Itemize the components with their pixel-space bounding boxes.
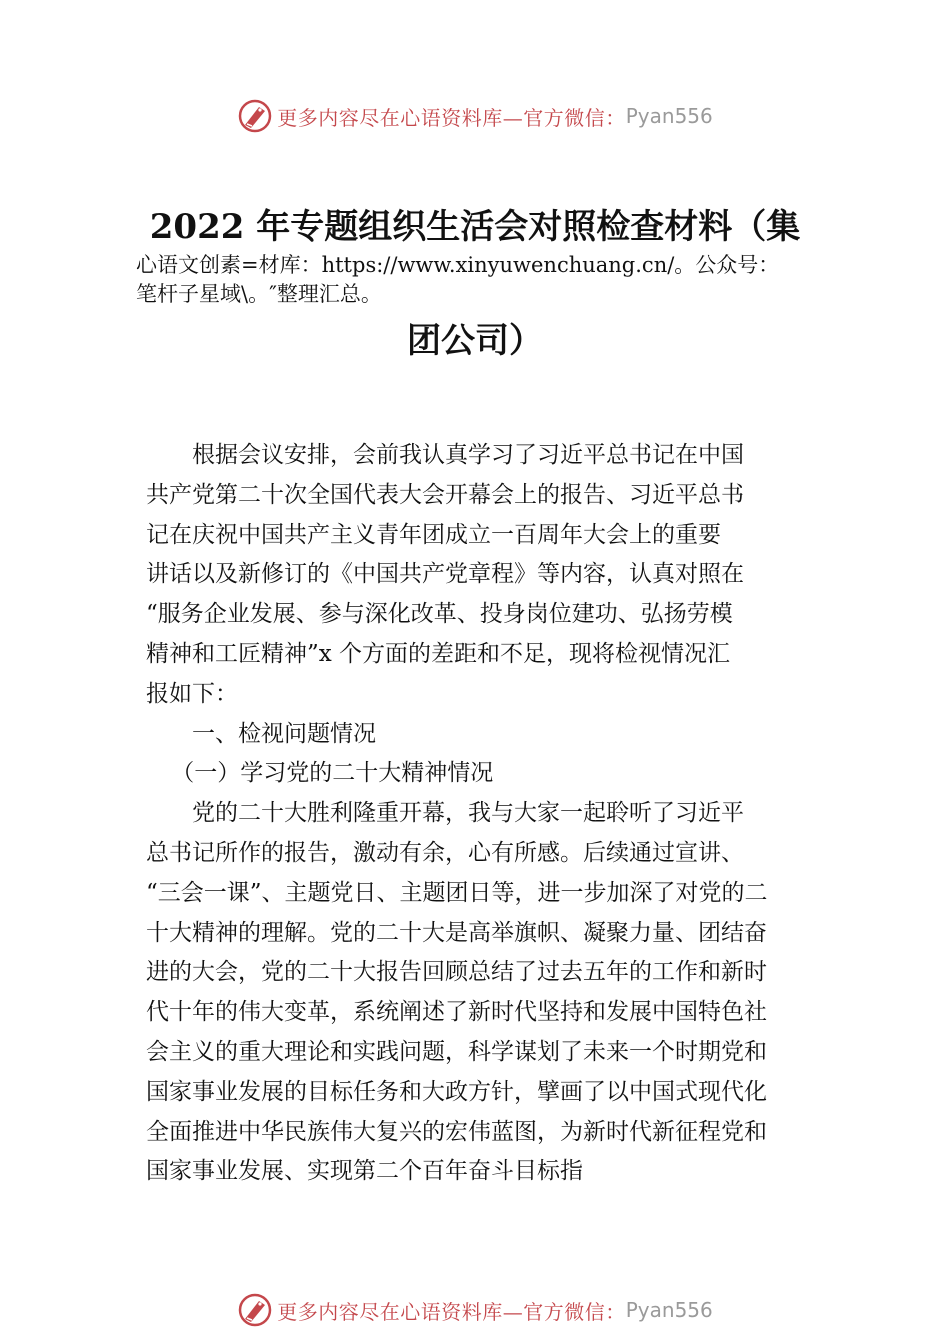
subsection-heading: （一）学习党的二十大精神情况	[171, 760, 494, 787]
text-line: 十大精神的理解。党的二十大是高举旗帜、凝聚力量、团结奋	[146, 919, 767, 946]
text-line: 讲话以及新修订的《中国共产党章程》等内容，认真对照在	[146, 561, 744, 588]
overlay-line: 笔杆子星域\。″整理汇总。	[136, 282, 382, 306]
text-line: “三会一课”、主题党日、主题团日等，进一步加深了对党的二	[146, 879, 768, 906]
footer-watermark-banner	[0, 1290, 950, 1330]
document-title-line1: 2022 年专题组织生活会对照检查材料（集	[149, 207, 801, 247]
text-line: 总书记所作的报告，激动有余，心有所感。后续通过宣讲、	[146, 839, 744, 866]
banner-text: 更多内容尽在心语资料库—官方微信：	[277, 1299, 626, 1324]
text-line: 国家事业发展、实现第二个百年奋斗目标指	[146, 1158, 583, 1185]
document-body	[146, 436, 816, 1192]
section-heading: 一、检视问题情况	[192, 720, 376, 747]
text-line: 全面推进中华民族伟大复兴的宏伟蓝图，为新时代新征程党和	[146, 1118, 767, 1145]
text-line: “服务企业发展、参与深化改革、投身岗位建功、弘扬劳模	[146, 601, 733, 628]
wechat-id: Pyan556	[625, 1298, 713, 1322]
text-line: 记在庆祝中国共产主义青年团成立一百周年大会上的重要	[146, 521, 721, 548]
text-line: 共产党第二十次全国代表大会开幕会上的报告、习近平总书	[146, 481, 744, 508]
text-line: 报如下：	[146, 680, 238, 707]
banner-text: 更多内容尽在心语资料库—官方微信：	[277, 105, 626, 130]
text-line: 党的二十大胜利隆重开幕，我与大家一起聆听了习近平	[192, 800, 744, 827]
pen-nib-circle-icon	[237, 98, 273, 134]
header-watermark-banner	[0, 96, 950, 136]
text-line: 精神和工匠精神”x 个方面的差距和不足，现将检视情况汇	[146, 640, 731, 667]
text-line: 会主义的重大理论和实践问题，科学谋划了未来一个时期党和	[146, 1038, 767, 1065]
overlay-line: 心语文创素=材库：https://www.xinyuwenchuang.cn/。公众号：	[136, 253, 780, 277]
paragraph-study	[146, 794, 816, 1192]
text-line: 进的大会，党的二十大报告回顾总结了过去五年的工作和新时	[146, 959, 767, 986]
wechat-id: Pyan556	[625, 104, 713, 128]
source-watermark-overlay	[136, 251, 866, 309]
paragraph-intro	[146, 436, 816, 715]
pen-nib-circle-icon	[237, 1292, 273, 1328]
text-line: 代十年的伟大变革，系统阐述了新时代坚持和发展中国特色社	[146, 999, 767, 1026]
document-title-line2: 团公司）	[407, 321, 543, 361]
text-line: 根据会议安排，会前我认真学习了习近平总书记在中国	[192, 442, 744, 468]
text-line: 国家事业发展的目标任务和大政方针，擘画了以中国式现代化	[146, 1078, 767, 1105]
